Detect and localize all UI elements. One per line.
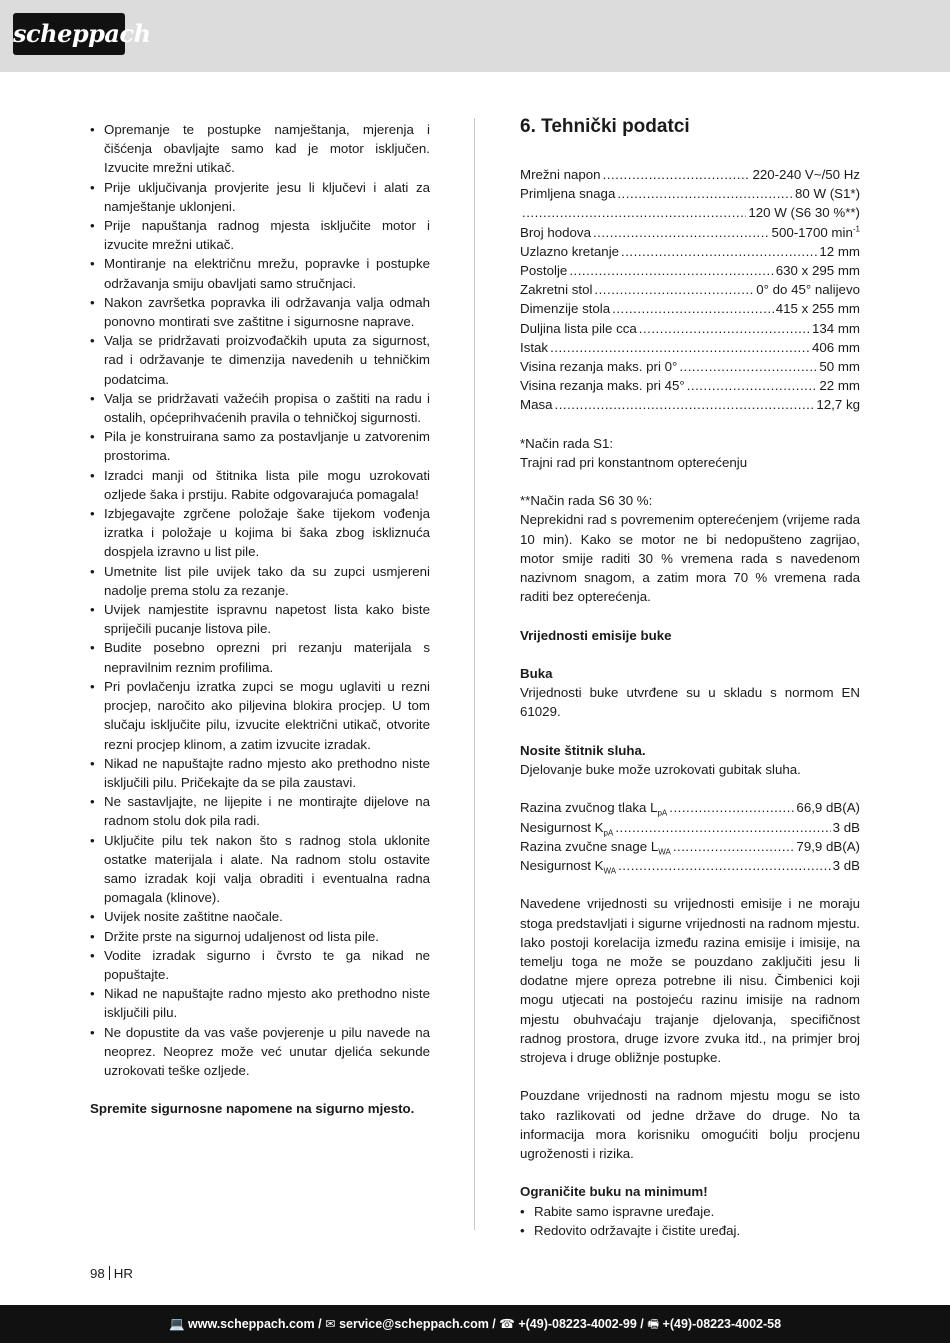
noise-row-label: Nesigurnost $K_{pA}$ <box>520 819 614 837</box>
spec-row-label: Postolje <box>520 262 568 278</box>
page-number <box>90 1264 133 1283</box>
spec-row-label: Visina rezanja maks. pri 0° <box>520 358 678 374</box>
emission-paragraph: Navedene vrijednosti su vrijednosti emisije i ne moraju stoga predstavljati i sigurne vrijednosti na radnom mjestu. Iako postoji korelacija između razina emisije i imisije, na temelju toga ne može se pouzdano zaključiti jesu li dodatne mjere opreza potrebne ili nisu. Čimbenici koji mogu utjecati na postojeću razinu imisije na radnom mjestu obuhvaćaju trajanje djelovanja, specifičnost radnog prostora, druge izvore zvuka itd., na primjer broj strojeva i druge obližnje postupke. <box>520 896 860 1065</box>
note-s1-title: *Način rada S1: <box>520 435 614 451</box>
spec-row-label: Masa <box>520 397 553 413</box>
spec-row <box>520 165 860 184</box>
noise-row <box>520 798 860 817</box>
safety-bullet-item: • Izradci manji od štitnika lista pile mogu uzrokovati ozljede šaka i prstiju. Rabite odgovarajuća pomagala! <box>90 466 430 504</box>
footer-website-link[interactable]: www.scheppach.com / <box>188 1317 322 1331</box>
dot-leader <box>669 798 794 817</box>
safety-bullet-item: • Ne sastavljajte, ne lijepite i ne montirajte dijelove na radnom stolu dok pila radi. <box>90 792 430 830</box>
page-header <box>0 0 950 72</box>
spec-row-value: 220-240 V~/50 Hz <box>752 167 860 182</box>
spec-row <box>520 357 860 376</box>
safety-bullet-item: • Držite prste na sigurnoj udaljenost od lista pile. <box>90 927 430 946</box>
noise-row <box>520 856 860 875</box>
note-s1-text: Trajni rad pri konstantnom opterećenju <box>520 454 748 470</box>
safety-bullet-item: • Prije napuštanja radnog mjesta isključite motor i izvucite mrežni utikač. <box>90 216 430 254</box>
spec-row-label: Broj hodova <box>520 224 591 240</box>
emission-heading: Vrijednosti emisije buke <box>520 627 672 643</box>
spec-row-label: Zakretni stol <box>520 282 593 298</box>
page-language: HR <box>113 1266 134 1281</box>
spec-row-value: 12 mm <box>819 243 860 259</box>
dot-leader <box>673 837 795 856</box>
spec-row <box>520 395 860 414</box>
noise-values-table <box>520 798 860 875</box>
safety-bullet-item: • Prije uključivanja provjerite jesu li ključevi i alati za namještanje uklonjeni. <box>90 178 430 216</box>
dot-leader <box>593 223 770 242</box>
spec-row-label: Mrežni napon <box>520 167 601 182</box>
spec-row-label: Uzlazno kretanje <box>520 243 620 259</box>
noise-text: Vrijednosti buke utvrđene su u skladu s normom EN 61029. <box>520 685 860 720</box>
spec-row-label: Primljena snaga <box>520 186 616 202</box>
page-footer <box>0 1305 950 1343</box>
dot-leader <box>603 165 751 184</box>
note-s6-text: Neprekidni rad s povremenim opterećenjem (vrijeme rada 10 min). Kako se motor ne bi nedopušteno zagrijao, motor smije raditi 30 % vremena rada s navedenom nazivnom snagom, a zatim mora 70 % vremena rada raditi bez opterećenja. <box>520 512 860 605</box>
safety-bullet-item: • Budite posebno oprezni pri rezanju materijala s nepravilnim reznim profilima. <box>90 638 430 676</box>
safety-bullet-item: • Pila je konstruirana samo za postavljanje u zatvorenim prostorima. <box>90 427 430 465</box>
spec-row-label: Istak <box>520 339 549 355</box>
safety-bullet-item: • Opremanje te postupke namještanja, mjerenja i čišćenja obavljajte samo kad je motor isključen. Izvucite mrežni utikač. <box>90 120 430 178</box>
section-heading: 6. Tehnički podatci <box>520 116 690 137</box>
dot-leader <box>687 376 818 395</box>
safety-bullet-item: • Valja se pridržavati važećih propisa o zaštiti na radu i ostalih, općeprihvaćenih pravila o tehničkoj sigurnosti. <box>90 389 430 427</box>
safety-bullet-item: • Uvijek nosite zaštitne naočale. <box>90 907 430 926</box>
scheppach-logo: scheppach <box>13 13 125 55</box>
hearing-heading: Nosite štitnik sluha. <box>520 742 646 758</box>
spec-row <box>520 376 860 395</box>
safety-closing-note: Spremite sigurnosne napomene na sigurno mjesto. <box>90 1101 415 1117</box>
dot-leader <box>621 242 817 261</box>
spec-row-value: 22 mm <box>819 378 860 394</box>
dot-leader <box>555 395 815 414</box>
fax-icon: 🖷 <box>647 1317 660 1331</box>
minimize-list <box>520 1202 860 1240</box>
safety-bullet-item: • Pri povlačenju izratka zupci se mogu uglaviti u rezni procjep, naročito ako piljevina blokira procjep. U tom slučaju isključite pilu, izvucite električni utikač, otvorite rezni procjep klinom, a zatim izvucite izradak. <box>90 677 430 754</box>
page-number-value: 98 <box>90 1266 105 1281</box>
noise-row-label: Razina zvučnog tlaka $L_{pA}$ <box>520 800 668 818</box>
footer-phone: +(49)-08223-4002-99 / <box>518 1317 644 1331</box>
dot-leader <box>615 818 830 837</box>
noise-row-value: 3 dB <box>832 857 860 873</box>
safety-bullet-item: • Umetnite list pile uvijek tako da su zupci usmjereni nadolje prema stolu za rezanje. <box>90 562 430 600</box>
minimize-item: • Rabite samo ispravne uređaje. <box>520 1202 860 1221</box>
safety-bullet-item: • Valja se pridržavati proizvođačkih uputa za sigurnost, rad i održavanje te dimenzija navedenih u tehničkim podatcima. <box>90 331 430 389</box>
dot-leader <box>594 280 754 299</box>
spec-row-value: 50 mm <box>819 358 860 374</box>
spec-row <box>520 280 860 299</box>
dot-leader <box>639 319 810 338</box>
dot-leader <box>617 184 793 203</box>
dot-leader <box>612 299 774 318</box>
spec-row-label: Duljina lista pile cca <box>520 320 637 336</box>
noise-row-label: Razina zvučne snage $L_{WA}$ <box>520 838 671 856</box>
safety-bullet-item: • Ne dopustite da vas vaše povjerenje u pilu navede na neoprez. Neoprez može već unutar djelića sekunde uzrokovati teške ozljede. <box>90 1023 430 1081</box>
safety-bullet-item: • Nikad ne napuštajte radno mjesto ako prethodno niste isključili pilu. <box>90 984 430 1022</box>
safety-bullet-item: • Vodite izradak sigurno i čvrsto te ga nikad ne popuštajte. <box>90 946 430 984</box>
spec-row-value: 630 x 295 mm <box>775 262 860 278</box>
safety-notes-column <box>90 120 430 1132</box>
spec-row-value: 12,7 kg <box>816 397 860 413</box>
noise-heading: Buka <box>520 666 553 682</box>
spec-row <box>520 223 860 242</box>
spec-row-label: Dimenzije stola <box>520 301 611 317</box>
column-divider <box>474 118 475 1230</box>
safety-bullet-item: • Nakon završetka popravka ili održavanja valja odmah ponovno montirati sve zaštitne i sigurnosne naprave. <box>90 293 430 331</box>
note-s6-title: **Način rada S6 30 %: <box>520 493 653 509</box>
spec-row-label: Visina rezanja maks. pri 45° <box>520 378 685 394</box>
reliability-paragraph: Pouzdane vrijednosti na radnom mjestu mogu se isto tako razlikovati od jedne države do druge. No ta informacija mora korisniku omogućiti bolju procjenu ugroženosti i rizika. <box>520 1088 860 1161</box>
spec-row-value: 500-1700 $\min^{-1}$ <box>771 224 860 240</box>
footer-email-link[interactable]: service@scheppach.com / <box>339 1317 496 1331</box>
spec-row-value: 0° do 45° nalijevo <box>756 282 860 298</box>
safety-bullet-item: • Montiranje na električnu mrežu, popravke i postupke održavanja smiju obavljati samo stručnjaci. <box>90 254 430 292</box>
dot-leader <box>679 357 817 376</box>
spec-row-value: 134 mm <box>811 320 860 336</box>
dot-leader <box>522 203 746 222</box>
noise-row <box>520 837 860 856</box>
dot-leader <box>618 856 831 875</box>
spec-row <box>520 203 860 222</box>
minimize-heading: Ograničite buku na minimum! <box>520 1184 708 1200</box>
spec-row <box>520 184 860 203</box>
noise-row-value: 3 dB <box>832 819 860 835</box>
computer-icon: 💻 <box>168 1317 185 1331</box>
hearing-text: Djelovanje buke može uzrokovati gubitak sluha. <box>520 762 801 778</box>
technical-data-column <box>520 114 860 1240</box>
spec-row-value: 406 mm <box>811 339 860 355</box>
dot-leader <box>569 261 773 280</box>
noise-row-value: 79,9 dB(A) <box>796 838 860 854</box>
spec-row <box>520 299 860 318</box>
safety-bullet-item: • Nikad ne napuštajte radno mjesto ako prethodno niste isključili pilu. Pričekajte da se pila zaustavi. <box>90 754 430 792</box>
spec-row-value: 80 W (S1*) <box>794 186 860 202</box>
spec-row-value: 120 W (S6 30 %**) <box>748 205 860 221</box>
mail-icon: ✉ <box>325 1317 336 1331</box>
phone-icon: ☎ <box>499 1317 515 1331</box>
dot-leader <box>550 338 810 357</box>
page-separator <box>109 1266 110 1280</box>
spec-table <box>520 165 860 414</box>
safety-bullet-list <box>90 120 430 1080</box>
spec-row <box>520 319 860 338</box>
spec-row <box>520 242 860 261</box>
noise-row-label: Nesigurnost $K_{WA}$ <box>520 857 617 876</box>
minimize-item: • Redovito održavajte i čistite uređaj. <box>520 1221 860 1240</box>
footer-fax: +(49)-08223-4002-58 <box>662 1317 782 1331</box>
spec-row <box>520 261 860 280</box>
spec-row <box>520 338 860 357</box>
safety-bullet-item: • Izbjegavajte zgrčene položaje šake tijekom vođenja izratka i položaje u kojima bi šaka zbog iskliznuća dospjela izravno u list pile. <box>90 504 430 562</box>
noise-row <box>520 818 860 837</box>
noise-row-value: 66,9 dB(A) <box>796 800 860 816</box>
spec-row-value: 415 x 255 mm <box>775 301 860 317</box>
safety-bullet-item: • Uvijek namjestite ispravnu napetost lista kako biste spriječili pucanje listova pile. <box>90 600 430 638</box>
safety-bullet-item: • Uključite pilu tek nakon što s radnog stola uklonite ostatke materijala i alate. Na radnom stolu ostavite samo izradak koji valja obraditi i eventualna radna pomagala (klinove). <box>90 831 430 908</box>
